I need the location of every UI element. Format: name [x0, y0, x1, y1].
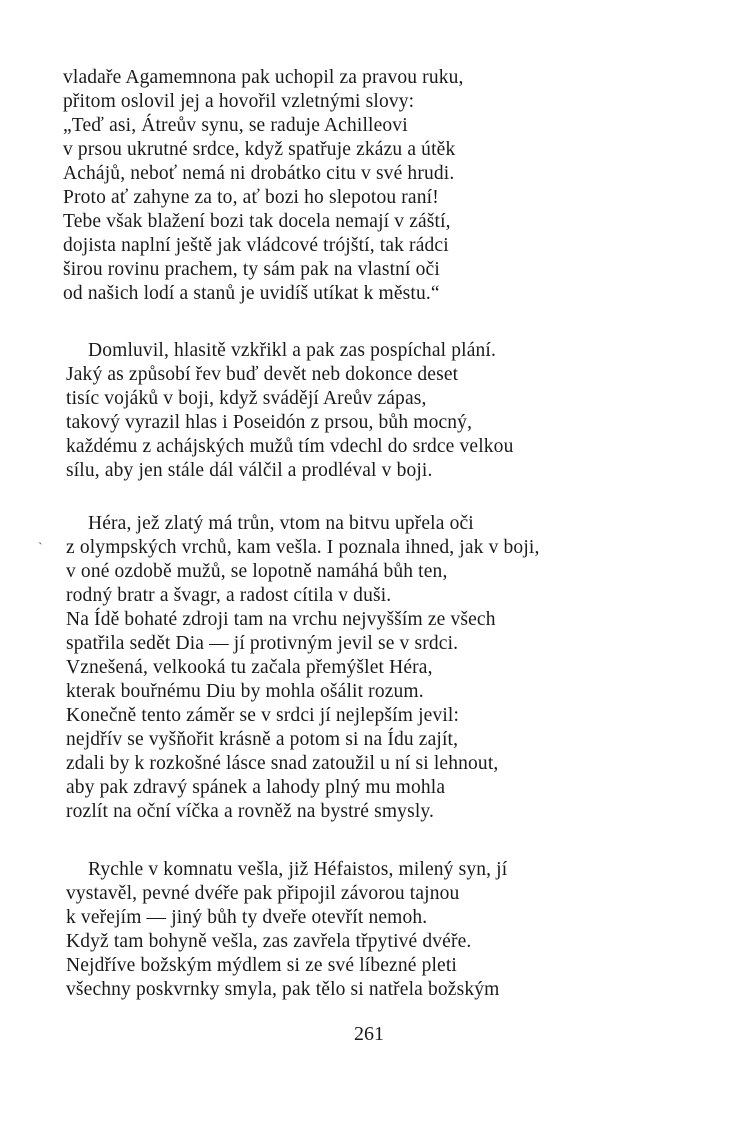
verse-line: takový vyrazil hlas i Poseidón z prsou, bůh mocný,: [66, 412, 473, 433]
margin-mark: `: [38, 541, 43, 556]
verse-line: v oné ozdobě mužů, se lopotně namáhá bůh ten,: [66, 561, 448, 582]
verse-line: nejdřív se vyšňořit krásně a potom si na Ídu zajít,: [66, 729, 459, 750]
verse-line: dojista naplní ještě jak vládcové trójští, tak rádci: [63, 235, 449, 256]
verse-line: sílu, aby jen stále dál válčil a prodléval v boji.: [66, 460, 433, 481]
verse-line: kterak bouřnému Diu by mohla ošálit rozum.: [66, 681, 424, 702]
verse-line: Proto ať zahyne za to, ať bozi ho slepotou raní!: [63, 187, 439, 208]
verse-line: v prsou ukrutné srdce, když spatřuje zkázu a útěk: [63, 139, 456, 160]
verse-line: z olympských vrchů, kam vešla. I poznala ihned, jak v boji,: [66, 537, 540, 558]
verse-line: Héra, jež zlatý má trůn, vtom na bitvu upřela oči: [88, 513, 474, 534]
verse-line: Na Ídě bohaté zdroji tam na vrchu nejvyšším ze všech: [66, 609, 496, 630]
verse-line: Achájů, neboť nemá ni drobátko citu v své hrudi.: [63, 163, 455, 184]
verse-line: Vznešená, velkooká tu začala přemýšlet Héra,: [66, 657, 433, 678]
verse-line: každému z achájských mužů tím vdechl do srdce velkou: [66, 436, 514, 457]
verse-line: Tebe však blažení bozi tak docela nemají v záští,: [63, 211, 451, 232]
verse-line: Domluvil, hlasitě vzkřikl a pak zas pospíchal plání.: [88, 340, 496, 361]
verse-line: Když tam bohyně vešla, zas zavřela třpytivé dvéře.: [66, 931, 472, 952]
verse-line: aby pak zdravý spánek a lahody plný mu mohla: [66, 777, 446, 798]
verse-line: širou rovinu prachem, ty sám pak na vlastní oči: [63, 259, 440, 280]
stanza-2: [66, 339, 728, 483]
page-number: 261: [354, 1023, 384, 1045]
verse-line: tisíc vojáků v boji, když svádějí Areův zápas,: [66, 388, 427, 409]
verse-line: Jaký as způsobí řev buď devět neb dokonce deset: [66, 364, 459, 385]
verse-line: vladaře Agamemnona pak uchopil za pravou ruku,: [63, 67, 464, 88]
stanza-4: [66, 858, 728, 1002]
verse-line: spatřila sedět Dia — jí protivným jevil se v srdci.: [66, 633, 459, 654]
verse-line: Rychle v komnatu vešla, již Héfaistos, milený syn, jí: [88, 859, 508, 880]
verse-line: všechny poskvrnky smyla, pak tělo si natřela božským: [66, 979, 500, 1000]
verse-line: k veřejím — jiný bůh ty dveře otevřít nemoh.: [66, 907, 428, 928]
verse-line: rozlít na oční víčka a rovněž na bystré smysly.: [66, 801, 435, 822]
verse-line: přitom oslovil jej a hovořil vzletnými slovy:: [63, 91, 415, 112]
verse-line: zdali by k rozkošné lásce snad zatoužil u ní si lehnout,: [66, 753, 499, 774]
stanza-1: [63, 66, 703, 306]
verse-line: rodný bratr a švagr, a radost cítila v duši.: [66, 585, 392, 606]
verse-line: od našich lodí a stanů je uvidíš utíkat k městu.“: [63, 283, 440, 304]
stanza-3: [66, 512, 728, 824]
verse-line: Nejdříve božským mýdlem si ze své líbezné pleti: [66, 955, 457, 976]
verse-line: Konečně tento záměr se v srdci jí nejlepším jevil:: [66, 705, 460, 726]
verse-line: „Teď asi, Átreův synu, se raduje Achilleovi: [63, 115, 408, 136]
verse-line: vystavěl, pevné dvéře pak připojil závorou tajnou: [66, 883, 460, 904]
